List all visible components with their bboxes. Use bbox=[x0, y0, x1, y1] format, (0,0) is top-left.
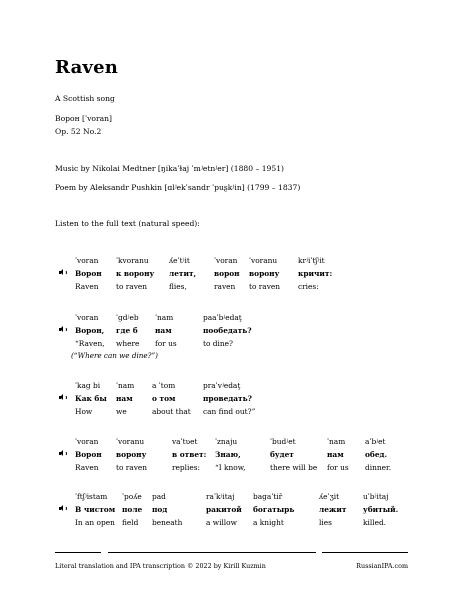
ipa-transcription: ˈgdʲeb bbox=[116, 313, 139, 322]
russian-word: ворон bbox=[214, 269, 240, 278]
english-gloss: raven bbox=[214, 282, 236, 291]
english-gloss: field bbox=[122, 518, 139, 527]
english-gloss: How bbox=[75, 407, 93, 416]
ipa-transcription: ˈvoran bbox=[75, 313, 99, 322]
footer-divider bbox=[322, 552, 408, 553]
play-audio-button[interactable] bbox=[59, 394, 66, 404]
english-gloss: can find out?” bbox=[203, 407, 256, 416]
english-gloss: where bbox=[116, 339, 140, 348]
ipa-transcription: ˈkag bi bbox=[75, 381, 101, 390]
verse-block bbox=[55, 437, 415, 487]
russian-word: пообедать? bbox=[203, 326, 252, 335]
russian-word: под bbox=[152, 505, 168, 514]
english-gloss: In an open bbox=[75, 518, 115, 527]
english-gloss: to raven bbox=[249, 282, 281, 291]
verse-block bbox=[55, 381, 415, 431]
ipa-transcription: ˈnam bbox=[116, 381, 135, 390]
english-gloss: we bbox=[116, 407, 127, 416]
russian-word: проведать? bbox=[203, 394, 252, 403]
russian-word: где б bbox=[116, 326, 138, 335]
russian-title: Ворон [ˈvoran] bbox=[55, 114, 112, 123]
ipa-transcription: bagaˈtiř bbox=[253, 492, 283, 501]
english-gloss: there will be bbox=[270, 463, 318, 472]
russian-word: богатырь bbox=[253, 505, 295, 514]
ipa-transcription: ˈpoʎe bbox=[122, 492, 142, 501]
english-gloss: for us bbox=[327, 463, 349, 472]
song-subtitle: A Scottish song bbox=[55, 94, 115, 103]
ipa-transcription: ˈbudʲet bbox=[270, 437, 296, 446]
poem-credit: Poem by Aleksandr Pushkin [ɑlʲekˈsandr ˈpuʂkʲin] (1799 – 1837) bbox=[55, 183, 301, 192]
russian-word: нам bbox=[116, 394, 133, 403]
ipa-transcription: ˈvoranu bbox=[116, 437, 145, 446]
opus-number: Op. 52 No.2 bbox=[55, 127, 102, 136]
music-credit: Music by Nikolai Medtner [ŋikaˈɫaj ˈmʲetnʲer] (1880 – 1951) bbox=[55, 164, 284, 173]
footer-copyright: Literal translation and IPA transcription © 2022 by Kirill Kuzmin bbox=[55, 562, 266, 570]
english-gloss: for us bbox=[155, 339, 177, 348]
english-gloss: flies, bbox=[169, 282, 187, 291]
russian-word: кричит: bbox=[298, 269, 333, 278]
russian-word: к ворону bbox=[116, 269, 155, 278]
english-gloss: to raven bbox=[116, 463, 148, 472]
english-gloss: replies: bbox=[172, 463, 201, 472]
russian-word: в ответ: bbox=[172, 450, 207, 459]
ipa-transcription: ˈnam bbox=[155, 313, 174, 322]
ipa-transcription: ˈznaju bbox=[215, 437, 238, 446]
english-gloss: a knight bbox=[253, 518, 284, 527]
russian-word: В чистом bbox=[75, 505, 116, 514]
footer-divider bbox=[108, 552, 316, 553]
ipa-transcription: ʎeˈʒit bbox=[319, 492, 340, 501]
russian-word: о том bbox=[152, 394, 176, 403]
english-gloss: to raven bbox=[116, 282, 148, 291]
ipa-transcription: ˈvoranu bbox=[249, 256, 278, 265]
english-gloss: a willow bbox=[206, 518, 237, 527]
speaker-icon bbox=[59, 505, 66, 512]
footer-divider bbox=[55, 552, 101, 553]
ipa-transcription: raˈkʲitaj bbox=[206, 492, 235, 501]
ipa-transcription: a ˈtom bbox=[152, 381, 176, 390]
russian-word: поле bbox=[122, 505, 143, 514]
english-gloss: lies bbox=[319, 518, 332, 527]
russian-word: ворону bbox=[116, 450, 147, 459]
speaker-icon bbox=[59, 269, 66, 276]
ipa-transcription: krʲiˈtʃʲit bbox=[298, 256, 325, 265]
russian-word: нам bbox=[327, 450, 344, 459]
page-title: Raven bbox=[55, 57, 119, 78]
russian-word: Как бы bbox=[75, 394, 107, 403]
play-audio-button[interactable] bbox=[59, 450, 66, 460]
ipa-transcription: ˈvoran bbox=[214, 256, 238, 265]
ipa-transcription: aˈbʲet bbox=[365, 437, 386, 446]
russian-word: Ворон bbox=[75, 450, 102, 459]
speaker-icon bbox=[59, 394, 66, 401]
russian-word: будет bbox=[270, 450, 294, 459]
russian-word: обед. bbox=[365, 450, 388, 459]
speaker-icon bbox=[59, 326, 66, 333]
english-gloss: to dine? bbox=[203, 339, 233, 348]
russian-word: Знаю, bbox=[215, 450, 241, 459]
english-gloss: about that bbox=[152, 407, 191, 416]
ipa-transcription: ˈkvoranu bbox=[116, 256, 149, 265]
russian-word: убитый. bbox=[363, 505, 399, 514]
play-audio-button[interactable] bbox=[59, 505, 66, 515]
translation-note: (“Where can we dine?”) bbox=[71, 351, 158, 360]
verse-block bbox=[55, 313, 415, 363]
english-gloss: cries: bbox=[298, 282, 319, 291]
russian-word: лежит bbox=[319, 505, 347, 514]
english-gloss: Raven bbox=[75, 463, 99, 472]
russian-word: летит, bbox=[169, 269, 197, 278]
play-audio-button[interactable] bbox=[59, 269, 66, 279]
play-audio-button[interactable] bbox=[59, 326, 66, 336]
ipa-transcription: ˈnam bbox=[327, 437, 346, 446]
footer-site-link[interactable]: RussianIPA.com bbox=[356, 562, 408, 570]
russian-word: ворону bbox=[249, 269, 280, 278]
ipa-transcription: ʎeˈtʲit bbox=[169, 256, 190, 265]
ipa-transcription: vaˈtʋet bbox=[172, 437, 198, 446]
ipa-transcription: pad bbox=[152, 492, 166, 501]
russian-word: Ворон bbox=[75, 269, 102, 278]
russian-word: нам bbox=[155, 326, 172, 335]
english-gloss: killed. bbox=[363, 518, 387, 527]
english-gloss: “I know, bbox=[215, 463, 246, 472]
speaker-icon bbox=[59, 450, 66, 457]
russian-word: ракитой bbox=[206, 505, 242, 514]
verse-block bbox=[55, 256, 415, 306]
english-gloss: “Raven, bbox=[75, 339, 105, 348]
ipa-transcription: praˈvʲedaţ bbox=[203, 381, 241, 390]
verse-block bbox=[55, 492, 415, 542]
ipa-transcription: uˈbʲitaj bbox=[363, 492, 389, 501]
english-gloss: beneath bbox=[152, 518, 183, 527]
ipa-transcription: paaˈbʲedaţ bbox=[203, 313, 242, 322]
russian-word: Ворон, bbox=[75, 326, 105, 335]
english-gloss: Raven bbox=[75, 282, 99, 291]
english-gloss: dinner. bbox=[365, 463, 392, 472]
ipa-transcription: ˈftʃʲistam bbox=[75, 492, 108, 501]
ipa-transcription: ˈvoran bbox=[75, 256, 99, 265]
ipa-transcription: ˈvoran bbox=[75, 437, 99, 446]
listen-label: Listen to the full text (natural speed): bbox=[55, 219, 200, 228]
